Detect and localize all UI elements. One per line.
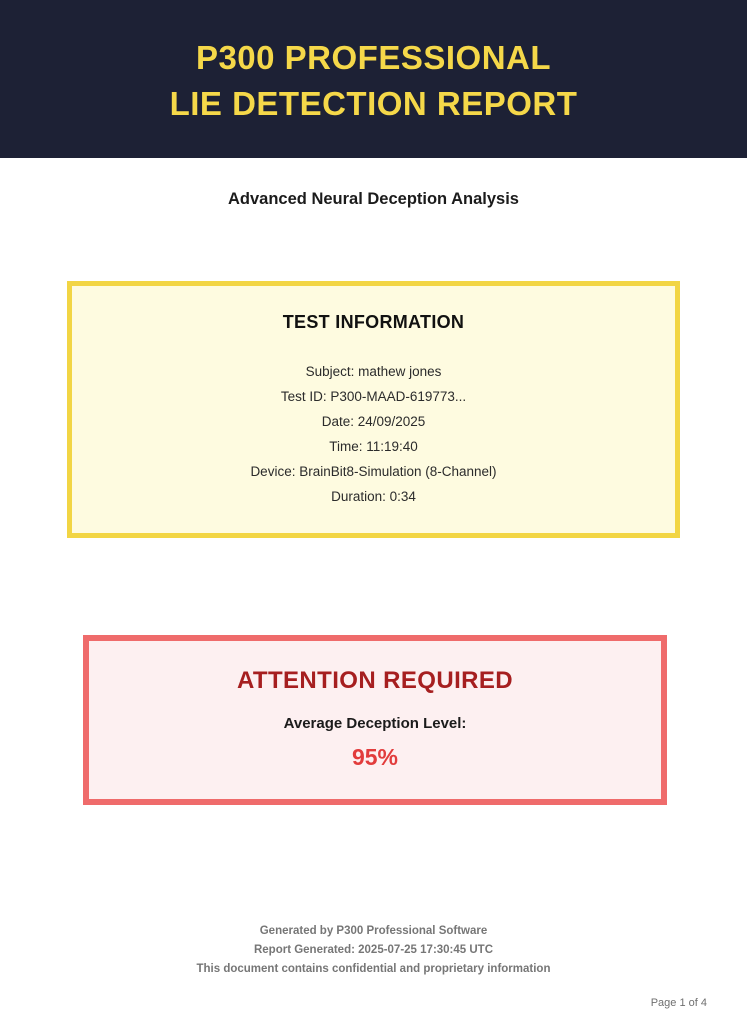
- test-information-device: Device: BrainBit8-Simulation (8-Channel): [250, 464, 497, 479]
- report-footer: [0, 922, 747, 979]
- test-information-heading: TEST INFORMATION: [282, 312, 465, 332]
- page-number: Page 1 of 4: [650, 997, 707, 1009]
- test-information-panel: [67, 281, 680, 538]
- footer-generated-by: Generated by P300 Professional Software: [259, 925, 488, 937]
- test-information-time: Time: 11:19:40: [329, 439, 418, 454]
- attention-required-heading: ATTENTION REQUIRED: [236, 667, 514, 694]
- report-subtitle: Advanced Neural Deception Analysis: [228, 190, 519, 208]
- report-title-line-1: P300 PROFESSIONAL: [195, 39, 552, 76]
- average-deception-level-value: 95%: [351, 744, 399, 770]
- test-information-test-id: Test ID: P300-MAAD-619773...: [280, 389, 467, 404]
- test-information-duration: Duration: 0:34: [331, 489, 416, 504]
- test-information-date: Date: 24/09/2025: [321, 414, 426, 429]
- report-header-banner: [0, 0, 747, 158]
- report-title-line-2: LIE DETECTION REPORT: [169, 85, 578, 122]
- test-information-subject: Subject: mathew jones: [305, 364, 442, 379]
- footer-confidentiality-notice: This document contains confidential and proprietary information: [196, 963, 551, 975]
- footer-generated-timestamp: Report Generated: 2025-07-25 17:30:45 UTC: [253, 944, 494, 956]
- average-deception-level-label: Average Deception Level:: [283, 715, 467, 732]
- attention-required-panel: [83, 635, 667, 805]
